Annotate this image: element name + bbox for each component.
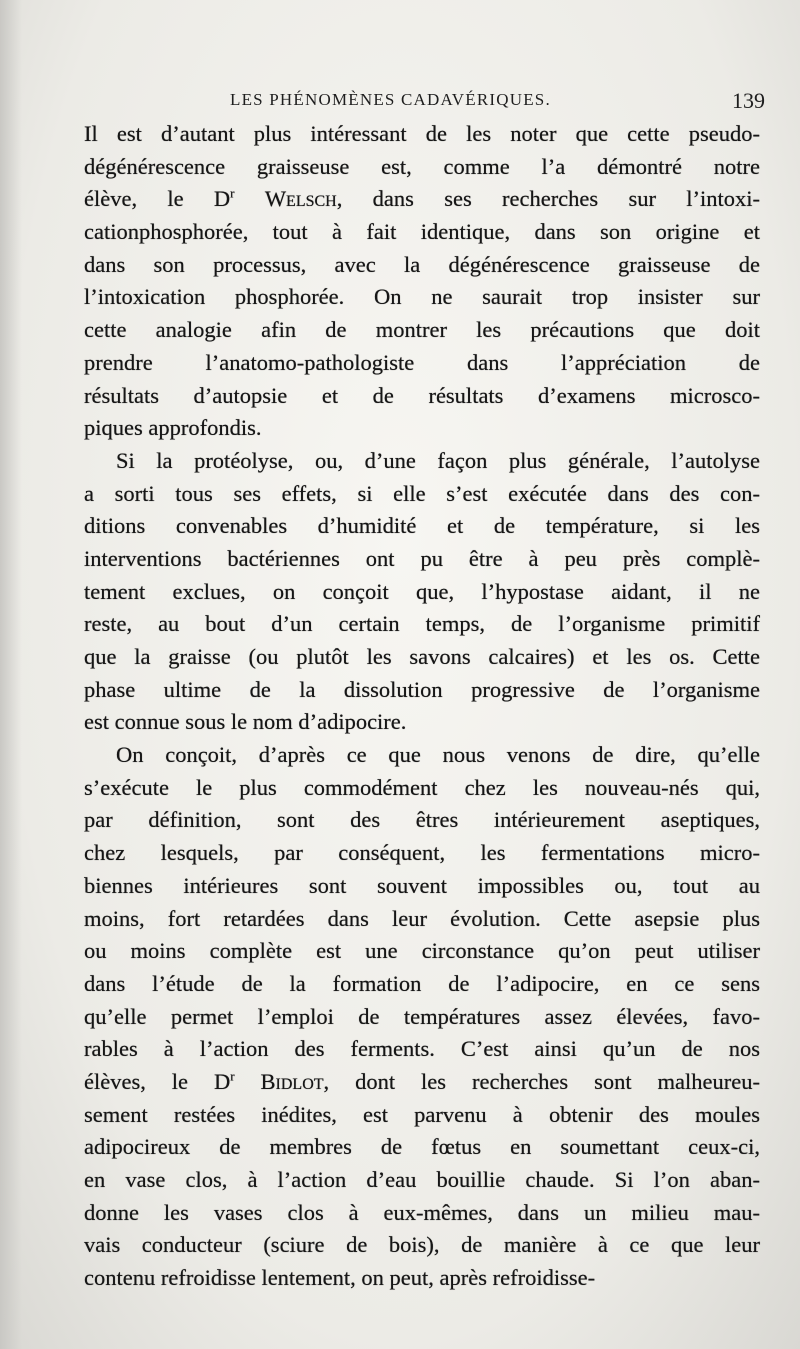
- text-line: tement exclues, on conçoit que, l’hypostase aidant, il ne: [84, 578, 760, 604]
- text-line: que la graisse (ou plutôt les savons calcaires) et les os. Cette: [84, 644, 760, 669]
- text-line: a sorti tous ses effets, si elle s’est exécutée dans des con-: [84, 480, 760, 506]
- text-line: Si la protéolyse, ou, d’une façon plus générale, l’autolyse: [116, 447, 760, 473]
- text-line: biennes intérieures sont souvent impossibles ou, tout au: [84, 872, 760, 898]
- text-line: par définition, sont des êtres intérieurement aseptiques,: [84, 807, 760, 833]
- text-line: interventions bactériennes ont pu être à peu près complè-: [84, 545, 760, 571]
- text-line: vais conducteur (sciure de bois), de manière à ce que leur: [84, 1232, 760, 1258]
- text-line: Il est d’autant plus intéressant de les noter que cette pseudo-: [84, 121, 760, 146]
- page-header: [110, 88, 765, 118]
- text-line: donne les vases clos à eux-mêmes, dans un milieu mau-: [84, 1199, 760, 1225]
- text-line: cationphosphorée, tout à fait identique, dans son origine et: [84, 219, 760, 245]
- text-line: ditions convenables d’humidité et de température, si les: [84, 513, 760, 539]
- text-line: phase ultime de la dissolution progressive de l’organisme: [84, 676, 760, 702]
- text-line: chez lesquels, par conséquent, les fermentations micro-: [84, 840, 760, 866]
- text-line: qu’elle permet l’emploi de températures assez élevées, favo-: [84, 1003, 760, 1029]
- text-line: ou moins complète est une circonstance qu’on peut utiliser: [84, 938, 760, 964]
- running-head: LES PHÉNOMÈNES CADAVÉRIQUES.: [230, 90, 551, 109]
- text-line: adipocireux de membres de fœtus en soumettant ceux-ci,: [84, 1134, 760, 1160]
- text-line: prendre l’anatomo-pathologiste dans l’appréciation de: [84, 349, 760, 375]
- page-gutter-shadow: [0, 0, 22, 1349]
- text-line: dans l’étude de la formation de l’adipocire, en ce sens: [84, 970, 760, 996]
- text-line: moins, fort retardées dans leur évolution. Cette asepsie plus: [84, 905, 760, 931]
- text-line: résultats d’autopsie et de résultats d’examens microsco-: [84, 382, 760, 408]
- paragraph: [84, 118, 760, 445]
- text-line: cette analogie afin de montrer les précautions que doit: [84, 317, 760, 343]
- text-line: s’exécute le plus commodément chez les nouveau-nés qui,: [84, 774, 760, 800]
- text-line: piques approfondis.: [84, 415, 262, 441]
- body-text: [84, 118, 760, 1295]
- text-line: l’intoxication phosphorée. On ne saurait trop insister sur: [84, 284, 760, 310]
- text-line: élèves, le $D^r$ Bidlot, dont les recherches sont malheureu-: [84, 1068, 761, 1094]
- text-line: est connue sous le nom d’adipocire.: [84, 709, 407, 735]
- text-line: On conçoit, d’après ce que nous venons de dire, qu’elle: [116, 742, 760, 768]
- text-line: élève, le $D^r$ Welsch, dans ses recherches sur l’intoxi-: [84, 185, 760, 212]
- paragraph: [84, 445, 760, 739]
- page-number: 139: [732, 88, 765, 113]
- text-line: en vase clos, à l’action d’eau bouillie chaude. Si l’on aban-: [84, 1167, 760, 1192]
- text-line: dans son processus, avec la dégénérescence graisseuse de: [84, 251, 760, 277]
- paragraph: [84, 739, 760, 1295]
- text-line: sement restées inédites, est parvenu à obtenir des moules: [84, 1101, 760, 1127]
- text-line: contenu refroidisse lentement, on peut, après refroidisse-: [84, 1265, 596, 1291]
- text-line: rables à l’action des ferments. C’est ainsi qu’un de nos: [84, 1036, 760, 1062]
- text-line: reste, au bout d’un certain temps, de l’organisme primitif: [84, 611, 760, 637]
- text-line: dégénérescence graisseuse est, comme l’a démontré notre: [84, 153, 760, 179]
